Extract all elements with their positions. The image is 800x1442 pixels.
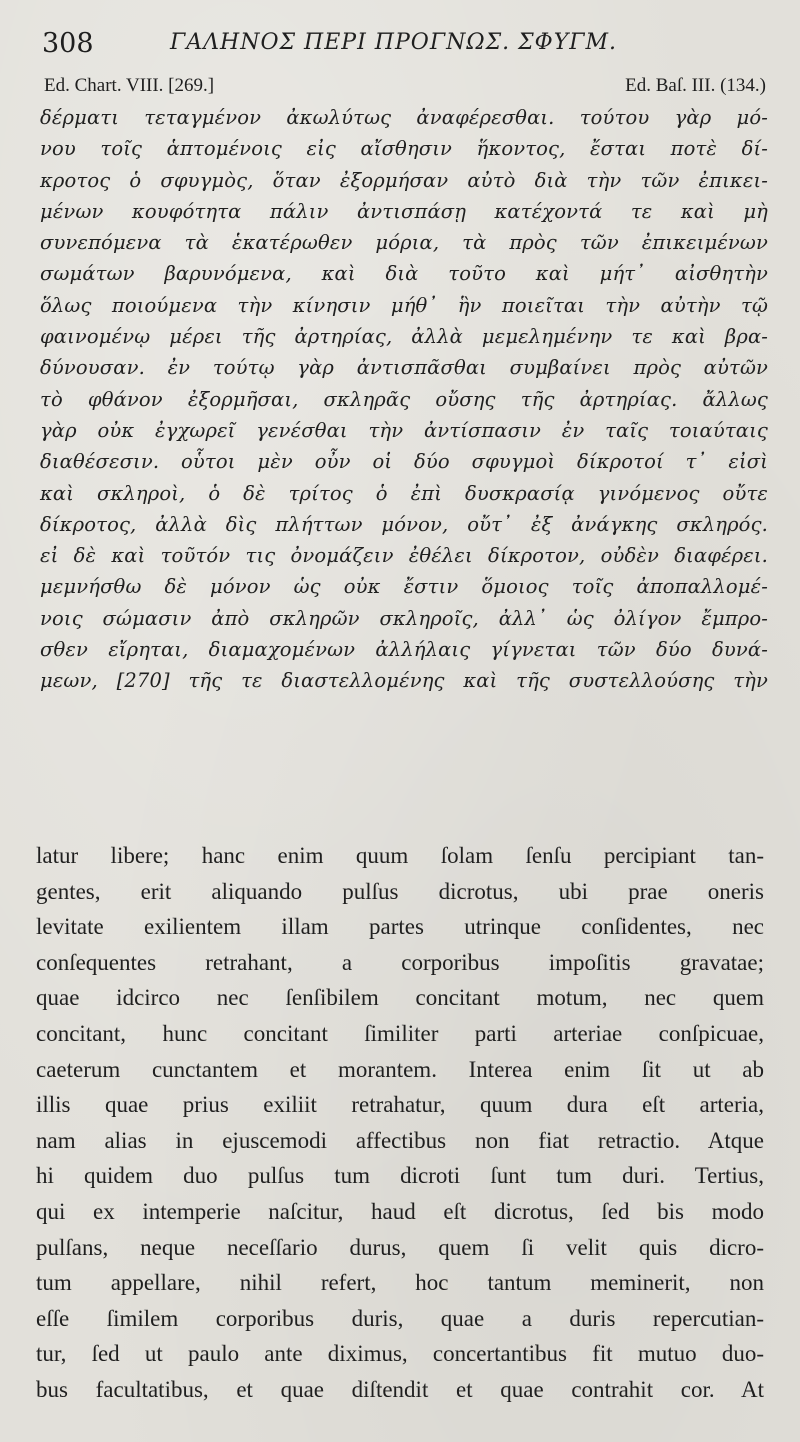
running-title: ΓΑΛΗΝΟΣ ΠΕΡΙ ΠΡΟΓΝΩΣ. ΣΦΥΓΜ. (170, 30, 618, 55)
latin-line: pulſans, neque neceſſario durus, quem ſi velit quis dicro- (36, 1234, 764, 1260)
latin-line: quae idcirco nec ſenſibilem concitant motum, nec quem (36, 985, 764, 1011)
greek-line: τὸ φθάνον ἐξορμῆσαι, σκληρᾶς οὔσης τῆς ἀρτηρίας. ἄλλως (40, 387, 768, 411)
latin-line: illis quae prius exiliit retrahatur, quum dura eſt arteria, (36, 1092, 764, 1118)
greek-line: σθεν εἴρηται, διαμαχομένων ἀλλήλαις γίγνεται τῶν δύο δυνά- (40, 638, 768, 662)
latin-text-block (36, 838, 764, 1408)
latin-line: nam alias in ejuscemodi affectibus non fiat retractio. Atque (36, 1127, 764, 1153)
greek-line: νοις σώμασιν ἀπὸ σκληρῶν σκληροῖς, ἀλλ᾽ ὡς ὀλίγον ἔμπρο- (40, 606, 768, 630)
latin-line: tum appellare, nihil refert, hoc tantum meminerit, non (36, 1270, 764, 1296)
edition-chartier-reference: Ed. Chart. VIII. [269.] (44, 75, 215, 96)
greek-line: δύνουσαν. ἐν τούτῳ γὰρ ἀντισπᾶσθαι συμβαίνει πρὸς αὐτῶν (40, 356, 768, 380)
greek-line: συνεπόμενα τὰ ἑκατέρωθεν μόρια, τὰ πρὸς τῶν ἐπικειμένων (40, 231, 768, 255)
greek-line: δέρματι τεταγμένον ἀκωλύτως ἀναφέρεσθαι. τούτου γὰρ μό- (40, 106, 768, 129)
edition-reference-line (44, 75, 766, 99)
latin-line: tur, ſed ut paulo ante diximus, concertantibus fit mutuo duo- (36, 1341, 764, 1367)
latin-line: conſequentes retrahant, a corporibus impoſitis gravatae; (36, 949, 764, 975)
greek-line: δίκροτος, ἀλλὰ δὶς πλήττων μόνον, οὔτ᾽ ἐξ ἀνάγκης σκληρός. (40, 512, 768, 536)
greek-line: καὶ σκληροὶ, ὁ δὲ τρίτος ὁ ἐπὶ δυσκρασίᾳ γινόμενος οὔτε (40, 481, 768, 505)
latin-line: gentes, erit aliquando pulſus dicrotus, ubi prae oneris (36, 878, 764, 904)
latin-line: hi quidem duo pulſus tum dicroti ſunt tum duri. Tertius, (36, 1163, 764, 1189)
greek-line: μεμνήσθω δὲ μόνον ὡς οὐκ ἔστιν ὅμοιος τοῖς ἀποπαλλομέ- (40, 575, 768, 599)
latin-line: eſſe ſimilem corporibus duris, quae a duris repercutian- (36, 1305, 764, 1331)
greek-line: σωμάτων βαρυνόμενα, καὶ διὰ τοῦτο καὶ μήτ᾽ αἰσθητὴν (40, 262, 768, 286)
latin-line: latur libere; hanc enim quum ſolam ſenſu percipiant tan- (36, 843, 764, 868)
running-head (42, 28, 772, 60)
greek-line: μεων, [270] τῆς τε διαστελλομένης καὶ τῆς συστελλούσης τὴν (40, 669, 768, 693)
greek-line: διαθέσεσιν. οὗτοι μὲν οὖν οἱ δύο σφυγμοὶ δίκροτοί τ᾽ εἰσὶ (40, 450, 768, 474)
latin-line: caeterum cunctantem et morantem. Interea enim ſit ut ab (36, 1056, 764, 1082)
greek-line: νου τοῖς ἁπτομένοις εἰς αἴσθησιν ἥκοντος, ἔσται ποτὲ δί- (40, 137, 768, 161)
greek-line: εἰ δὲ καὶ τοῦτόν τις ὀνομάζειν ἐθέλει δίκροτον, οὐδὲν διαφέρει. (40, 544, 768, 568)
greek-line: μένων κουφότητα πάλιν ἀντισπάσῃ κατέχοντά τε καὶ μὴ (40, 199, 768, 223)
page-number: 308 (42, 28, 94, 59)
greek-line: γὰρ οὐκ ἐγχωρεῖ γενέσθαι τὴν ἀντίσπασιν ἐν ταῖς τοιαύταις (40, 418, 768, 442)
greek-line: ὅλως ποιούμενα τὴν κίνησιν μήθ᾽ ἣν ποιεῖται τὴν αὐτὴν τῷ (40, 293, 768, 317)
latin-line: concitant, hunc concitant ſimiliter parti arteriae conſpicuae, (36, 1020, 764, 1046)
latin-line: levitate exilientem illam partes utrinque conſidentes, nec (36, 914, 764, 940)
greek-line: φαινομένῳ μέρει τῆς ἀρτηρίας, ἀλλὰ μεμελημένην τε καὶ βρα- (40, 325, 768, 349)
edition-basel-reference: Ed. Baſ. III. (134.) (625, 75, 766, 96)
greek-line: κροτος ὁ σφυγμὸς, ὅταν ἐξορμήσαν αὐτὸ διὰ τὴν τῶν ἐπικει- (40, 168, 768, 192)
greek-text-block (40, 102, 768, 697)
latin-line: qui ex intemperie naſcitur, haud eſt dicrotus, ſed bis modo (36, 1198, 764, 1224)
latin-line: bus facultatibus, et quae diſtendit et quae contrahit cor. At (36, 1376, 764, 1402)
